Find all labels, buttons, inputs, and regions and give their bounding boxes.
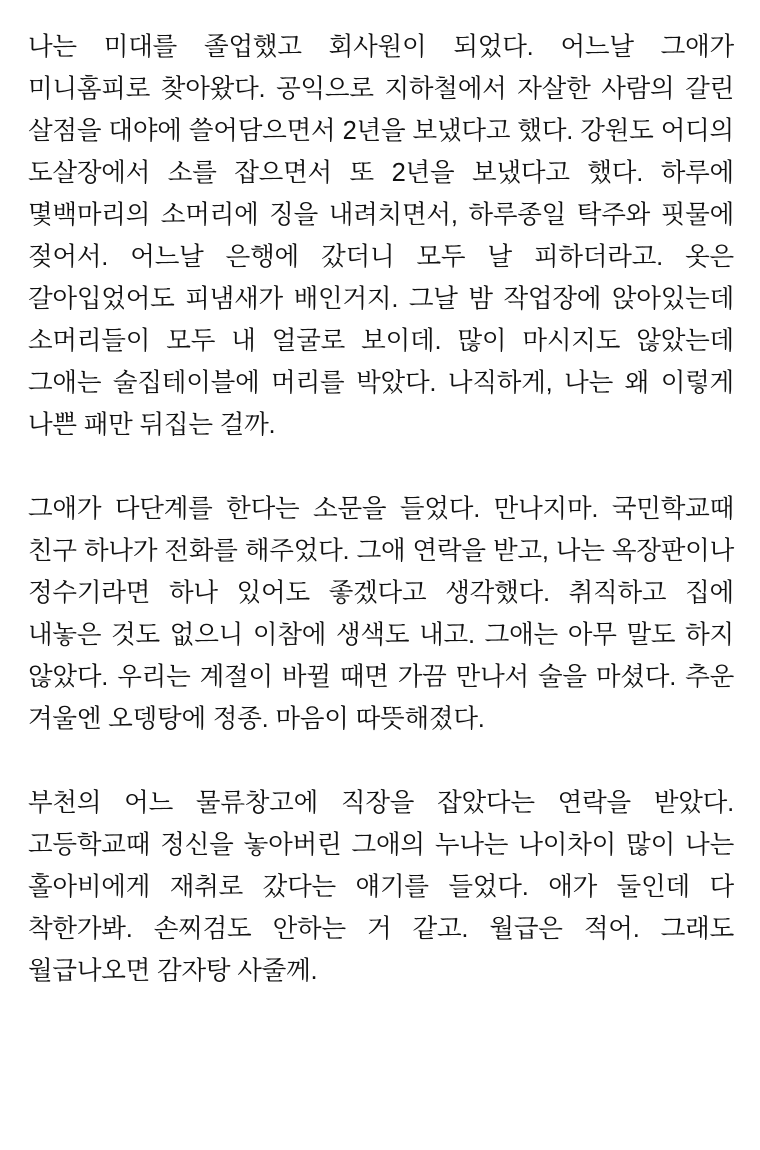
story-text-body xyxy=(28,26,734,992)
paragraph-1: 나는 미대를 졸업했고 회사원이 되었다. 어느날 그애가 미니홈피로 찾아왔다. 공익으로 지하철에서 자살한 사람의 갈린 살점을 대야에 쓸어담으면서 2년을 보냈다고 했다. 강원도 어디의 도살장에서 소를 잡으면서 또 2년을 보냈다고 했다. 하루에 몇백마리의 소머리에 징을 내려치면서, 하루종일 탁주와 핏물에 젖어서. 어느날 은행에 갔더니 모두 날 피하더라고. 옷은 갈아입었어도 피냄새가 배인거지. 그날 밤 작업장에 앉아있는데 소머리들이 모두 내 얼굴로 보이데. 많이 마시지도 않았는데 그애는 술집테이블에 머리를 박았다. 나직하게, 나는 왜 이렇게 나쁜 패만 뒤집는 걸까. xyxy=(28,33,734,439)
paragraph-3: 부천의 어느 물류창고에 직장을 잡았다는 연락을 받았다. 고등학교때 정신을 놓아버린 그애의 누나는 나이차이 많이 나는 홀아비에게 재취로 갔다는 얘기를 들었다. 애가 둘인데 다 착한가봐. 손찌검도 안하는 거 같고. 월급은 적어. 그래도 월급나오면 감자탕 사줄께. xyxy=(28,789,734,985)
paragraph-2: 그애가 다단계를 한다는 소문을 들었다. 만나지마. 국민학교때 친구 하나가 전화를 해주었다. 그애 연락을 받고, 나는 옥장판이나 정수기라면 하나 있어도 좋겠다고 생각했다. 취직하고 집에 내놓은 것도 없으니 이참에 생색도 내고. 그애는 아무 말도 하지 않았다. 우리는 계절이 바뀔 때면 가끔 만나서 술을 마셨다. 추운 겨울엔 오뎅탕에 정종. 마음이 따뜻해졌다. xyxy=(28,495,734,733)
